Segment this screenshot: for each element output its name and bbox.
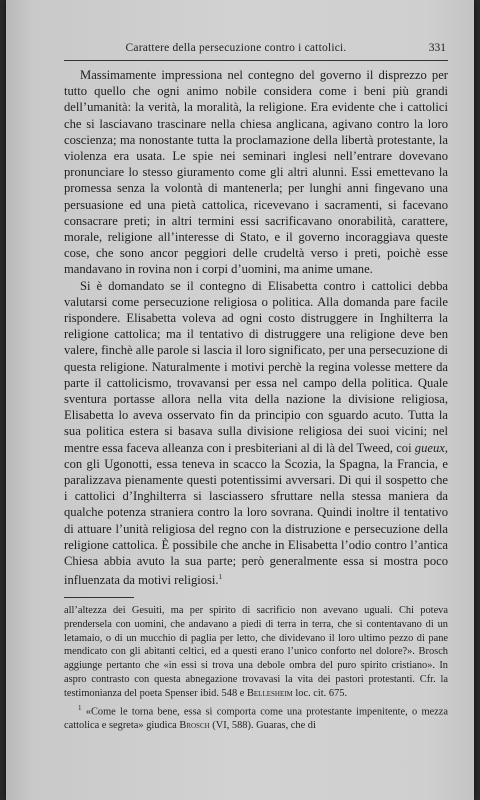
main-text xyxy=(64,67,448,589)
italic-term: gueux xyxy=(414,440,445,455)
paragraph-2-text: Si è domandato se il contegno di Elisabetta contro i cattolici debba valutarsi come persecuzione religiosa o politica. Alla domanda pare facile rispondere. Elisabetta voleva ad ogni costo distruggere in Inghilterra la religione cattolica; ma il tentativo di distruggere una religione deve ben valere, finchè alle parole si lascia il loro significato, per una persecuzione di questa religione. Naturalmente i motivi perchè la regina volesse mettere da parte il cattolicismo, trovavansi per essa nel campo della politica. Quale sventura portasse allora nella vita della nazione la divisione religiosa, Elisabetta lo aveva osservato fin da principio con sguardo acuto. Tutta la sua politica estera si basava sulla divisione religiosa dei suoi vicini; nel mentre essa faceva alleanza con i presbiteriani al di là del Tweed, coi xyxy=(64,278,448,455)
running-header xyxy=(64,40,448,61)
footnotes xyxy=(64,604,448,733)
footnote-continued xyxy=(64,604,448,701)
running-title: Carattere della persecuzione contro i cattolici. xyxy=(125,42,347,54)
book-page xyxy=(6,0,474,800)
footnote-continued-text: all’altezza dei Gesuiti, ma per spirito di sacrificio non avevano uguali. Chi poteva prendersela con uomini, che andavano a piedi di terra in terra, che si contentavano di un letamaio, o di un mucchio di paglia per letto, che dividevano il loro ultimo pezzo di pane mendicato con gli abitanti celtici, ed a questi erano l’unico conforto nel dolore?». Brosch aggiunge pertanto che «in essi si trova una debole ombra del puro spirito cristiano». In aspro contrasto con questa abnegazione trovavasi la vita dei pastori protestanti. Cfr. la testimonianza del poeta Spenser ibid. 548 e xyxy=(64,605,448,699)
footnote-1-marker: 1 xyxy=(78,703,82,712)
footnote-1-text: «Come le torna bene, essa si comporta come una protestante impenitente, o mezza cattolica e segreta» giudica xyxy=(64,706,448,731)
paragraph-2 xyxy=(64,278,448,589)
footnote-rule xyxy=(64,597,134,598)
paragraph-1: Massimamente impressiona nel contegno del governo il disprezzo per tutto quello che ogni animo nobile considera come i beni più grandi dell’umanità: la verità, la moralità, la religione. Era evidente che i cattolici che si lasciavano trascinare nella chiesa anglicana, agivano contro la loro coscienza; ma nonostante tutta la proclamazione della libertà protestante, la violenza era usata. Le spie nei seminari inglesi nell’entrare dovevano pronunciare lo stesso giuramento come gli altri alunni. Essi emettevano la promessa senza la volontà di mantenerla; per lunghi anni fingevano una persuasione ed una pietà cattolica, ricevevano i sacramenti, si facevano consacrare preti; in altri termini essi sacrificavano onorabilità, carattere, morale, religione all’interesse di Stato, e il governo incoraggiava queste cose, che sono ancor peggiori delle crudeltà verso i preti, poichè esse mandavano in rovina non i corpi d’uomini, ma anime umane. xyxy=(64,68,448,277)
paragraph-2-continued: , con gli Ugonotti, essa teneva in scacco la Scozia, la Spagna, la Francia, e paralizzava pienamente questi potentissimi avversari. Di qui il sospetto che i cattolici d’Inghilterra si lasciassero sfruttare nella stessa maniera da qualche potenza straniera contro la loro sovrana. Quindi inoltre il tentativo di attuare l’unità religiosa del regno con la distruzione e persecuzione della religione cattolica. È possibile che anche in Elisabetta l’odio contro l’antica Chiesa abbia avuto la sua parte; però generalmente essa si mostra poco influenzata da motivi religiosi. xyxy=(64,440,449,588)
footnote-author-bellesheim: Bellesheim xyxy=(246,687,293,699)
page-number: 331 xyxy=(428,42,446,54)
footnote-continued-tail: loc. cit. 675. xyxy=(295,687,348,699)
footnote-1-tail: (VI, 588). Guaras, che di xyxy=(212,719,316,731)
footnote-marker: 1 xyxy=(218,573,223,582)
footnote-author-brosch: Brosch xyxy=(179,719,210,731)
footnote-1 xyxy=(64,702,448,733)
